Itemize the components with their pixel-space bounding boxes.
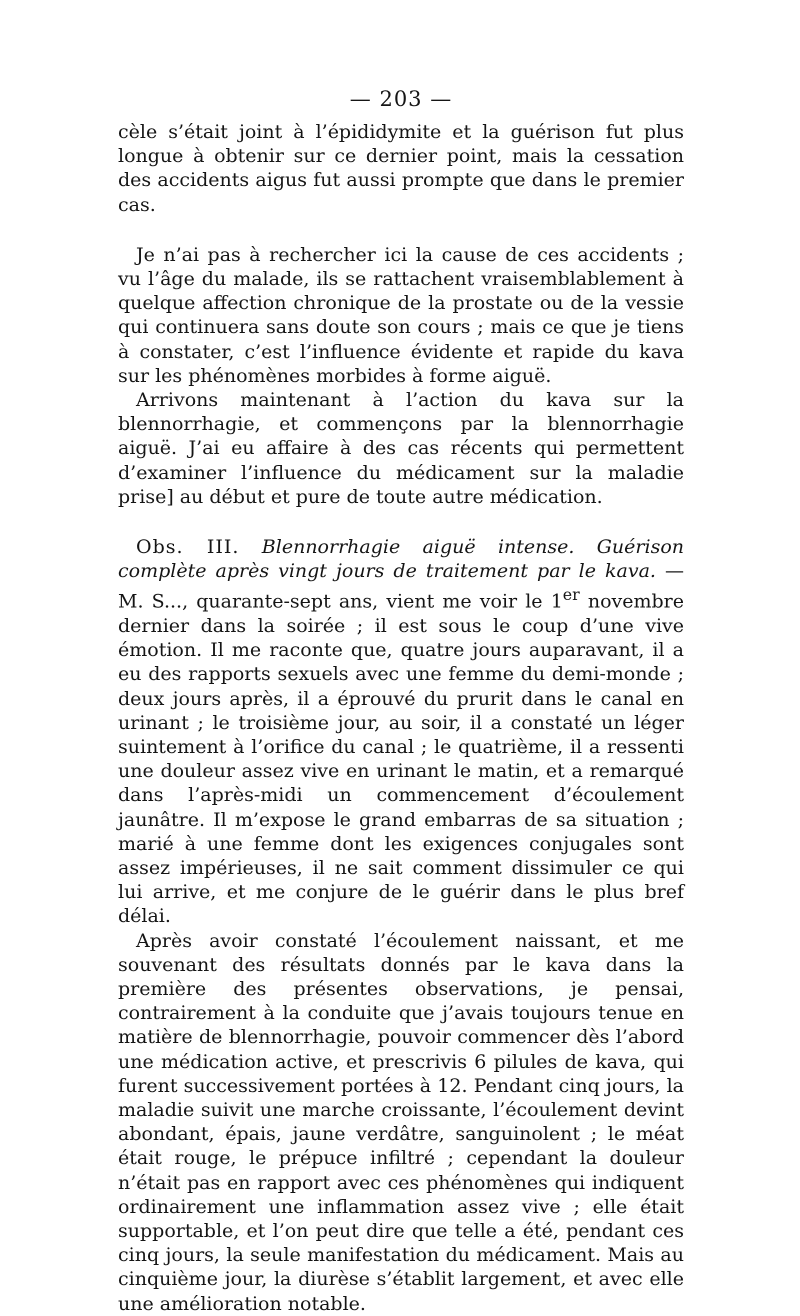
observation-title: Blennorrhagie aiguë intense. Guérison complète après vingt jours de traitement par le kava. <box>118 536 684 583</box>
paragraph-continuation: cèle s’était joint à l’épididymite et la guérison fut plus longue à obtenir sur ce dernier point, mais la cessation des accidents aigus fut aussi prompte que dans le premier cas. <box>118 121 684 216</box>
observation-label: Obs. III. <box>136 536 240 559</box>
observation-body-rest: novembre dernier dans la soirée ; il est sous le coup d’une vive émotion. Il me raconte que, quatre jours auparavant, il a eu des rapports sexuels avec une femme du demi-monde ; deux jours après, il a éprouvé du prurit dans le canal en urinant ; le troisième jour, au soir, il a constaté un léger suintement à l’orifice du canal ; le quatrième, il a ressenti une douleur assez vive en urinant le matin, et a remarqué dans l’après-midi un commencement d’écoulement jaunâtre. Il m’expose le grand embarras de sa situation ; marié à une femme dont les exigences conjugales sont assez impérieuses, il ne sait comment dissimuler ce qui lui arrive, et me conjure de le guérir dans le plus bref délai. <box>118 590 685 928</box>
paragraph-treatment: Après avoir constaté l’écoulement naissant, et me souvenant des résultats donnés par le kava dans la première des présentes observations, je pensai, contrairement à la conduite que j’avais toujours tenue en matière de blennorrhagie, pouvoir commencer dès l’abord une médication active, et prescrivis 6 pilules de kava, qui furent successivement portées à 12. Pendant cinq jours, la maladie suivit une marche croissante, l’écoulement devint abondant, épais, jaune verdâtre, sanguinolent ; le méat était rouge, le prépuce infiltré ; cependant la douleur n’était pas en rapport avec ces phénomènes qui indiquent ordinairement une inflammation assez vive ; elle était supportable, et l’on peut dire que telle a été, pendant ces cinq jours, la seule manifestation du médicament. Mais au cinquième jour, la diurèse s’établit largement, et avec elle une amélioration notable. <box>118 929 684 1315</box>
observation-three <box>118 535 684 929</box>
paragraph-cause: Je n’ai pas à rechercher ici la cause de ces accidents ; vu l’âge du malade, ils se rattachent vraisemblablement à quelque affection chronique de la prostate ou de la vessie qui continuera sans doute son cours ; mais ce que je tiens à constater, c’est l’influence évidente et rapide du kava sur les phénomènes morbides à forme aiguë. <box>118 243 684 387</box>
paragraph-blennorrhagie-intro: Arrivons maintenant à l’action du kava sur la blennorrhagie, et commençons par la blennorrhagie aiguë. J’ai eu affaire à des cas récents qui permettent d’examiner l’influence du médicament sur la maladie prise] au début et pure de toute autre médication. <box>118 389 684 508</box>
ordinal-suffix: er <box>562 585 580 605</box>
book-page <box>118 86 684 1316</box>
observation-body-start: — M. S..., quarante-sept ans, vient me voir le <box>118 560 684 613</box>
page-number: — 203 — <box>349 87 453 111</box>
ordinal-number: 1 <box>550 590 563 613</box>
